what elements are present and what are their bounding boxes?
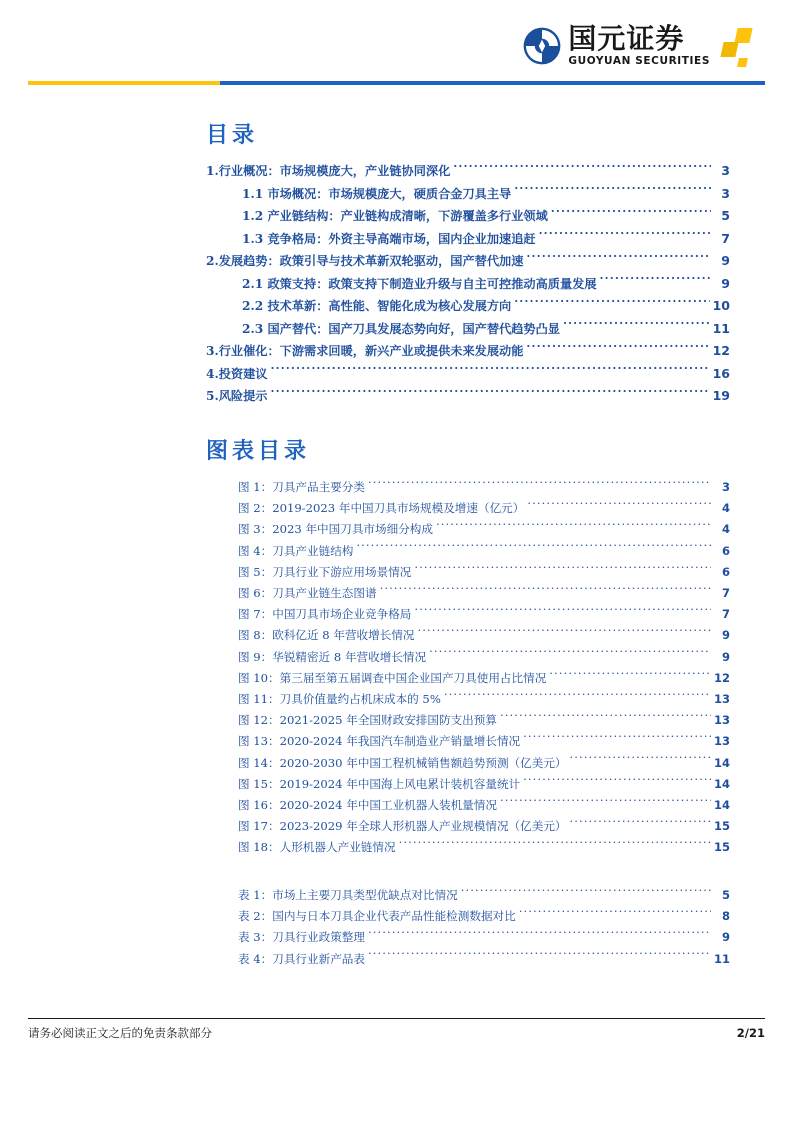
toc-entry-page: 19 bbox=[712, 388, 730, 403]
toc-entry-label: 2.2 技术革新：高性能、智能化成为核心发展方向 bbox=[242, 299, 512, 313]
toc-entry-label: 3.行业催化：下游需求回暖，新兴产业或提供未来发展动能 bbox=[206, 344, 524, 358]
toc-entry-page: 11 bbox=[712, 320, 730, 336]
figure-entry-page: 14 bbox=[713, 755, 730, 770]
table-entry[interactable] bbox=[206, 949, 730, 970]
figure-entry[interactable] bbox=[206, 689, 730, 710]
dot-leader bbox=[368, 479, 711, 491]
dot-leader bbox=[418, 627, 711, 639]
dot-leader bbox=[519, 908, 711, 920]
figure-entry-page: 6 bbox=[721, 543, 730, 558]
figure-entry[interactable] bbox=[206, 816, 730, 837]
table-entry-label: 表 1：市场上主要刀具类型优缺点对比情况 bbox=[238, 888, 458, 902]
figure-list-heading: 图表目录 bbox=[206, 438, 311, 464]
figure-entry-page: 9 bbox=[721, 628, 730, 643]
figure-entry-page: 13 bbox=[713, 713, 730, 728]
figure-entry[interactable] bbox=[206, 625, 730, 646]
figure-entry-page: 7 bbox=[721, 586, 730, 601]
figure-entry[interactable] bbox=[206, 710, 730, 731]
logo-square-mid bbox=[720, 42, 738, 57]
figure-entry-page: 14 bbox=[713, 798, 730, 813]
figure-entry[interactable] bbox=[206, 753, 730, 774]
figure-entry-page: 3 bbox=[721, 480, 730, 494]
dot-leader bbox=[526, 253, 711, 265]
toc-entry[interactable] bbox=[206, 250, 730, 273]
page-header bbox=[0, 0, 793, 92]
page-footer bbox=[28, 1025, 765, 1041]
figure-list bbox=[206, 477, 730, 859]
figure-entry-label: 图 6：刀具产业链生态图谱 bbox=[238, 586, 377, 601]
figure-entry[interactable] bbox=[206, 731, 730, 752]
figure-entry-label: 图 5：刀具行业下游应用场景情况 bbox=[238, 564, 412, 579]
figure-entry-label: 图 17：2023-2029 年全球人形机器人产业规模情况（亿美元） bbox=[238, 819, 567, 834]
dot-leader bbox=[549, 670, 711, 682]
figure-entry-label: 图 10：第三届至第五届调查中国企业国产刀具使用占比情况 bbox=[238, 670, 547, 685]
toc-entry-label: 2.1 政策支持：政策支持下制造业升级与自主可控推动高质量发展 bbox=[242, 276, 597, 291]
figure-entry-label: 图 9：华锐精密近 8 年营收增长情况 bbox=[238, 649, 427, 664]
figure-entry[interactable] bbox=[206, 583, 730, 604]
toc-entry-page: 7 bbox=[721, 230, 730, 246]
figure-entry-label: 图 12：2021-2025 年全国财政安排国防支出预算 bbox=[238, 713, 497, 728]
figure-entry-label: 图 11：刀具价值量约占机床成本的 5% bbox=[238, 692, 441, 707]
figure-entry-page: 13 bbox=[713, 734, 730, 749]
figure-entry[interactable] bbox=[206, 498, 730, 519]
toc-entry[interactable] bbox=[206, 363, 730, 386]
toc-entry[interactable] bbox=[206, 183, 730, 206]
toc-entry-page: 10 bbox=[712, 298, 730, 313]
toc-entry-label: 4.投资建议 bbox=[206, 366, 268, 381]
footer-disclaimer: 请务必阅读正文之后的免责条款部分 bbox=[28, 1026, 212, 1040]
footer-divider bbox=[28, 1018, 765, 1019]
header-divider-accent bbox=[28, 81, 220, 85]
dot-leader bbox=[414, 564, 711, 576]
dot-leader bbox=[570, 818, 711, 830]
figure-entry-page: 15 bbox=[713, 819, 730, 834]
dot-leader bbox=[514, 298, 709, 310]
figure-entry[interactable] bbox=[206, 604, 730, 625]
figure-entry-page: 4 bbox=[721, 501, 730, 516]
toc-entry-label: 1.3 竞争格局：外资主导高端市场，国内企业加速追赶 bbox=[242, 231, 536, 246]
brand-name-en: GUOYUAN SECURITIES bbox=[568, 55, 710, 67]
toc-entry-page: 3 bbox=[721, 163, 730, 178]
dot-leader bbox=[500, 797, 711, 809]
figure-entry[interactable] bbox=[206, 837, 730, 858]
table-list bbox=[206, 885, 730, 970]
toc-entry-label: 1.2 产业链结构：产业链构成清晰，下游覆盖多行业领域 bbox=[242, 209, 548, 223]
toc-entry-page: 9 bbox=[721, 253, 730, 268]
figure-entry-label: 图 13：2020-2024 年我国汽车制造业产销量增长情况 bbox=[238, 734, 521, 749]
toc-entry[interactable] bbox=[206, 205, 730, 228]
table-entry-page: 5 bbox=[721, 888, 730, 902]
figure-entry[interactable] bbox=[206, 774, 730, 795]
logo-square-large bbox=[734, 28, 752, 43]
toc-entry[interactable] bbox=[206, 273, 730, 296]
figure-entry-label: 图 7：中国刀具市场企业竞争格局 bbox=[238, 607, 412, 622]
figure-entry[interactable] bbox=[206, 647, 730, 668]
toc-entry-page: 12 bbox=[712, 343, 730, 358]
dot-leader bbox=[436, 521, 711, 533]
brand-logo bbox=[522, 24, 751, 76]
dot-leader bbox=[461, 887, 711, 899]
header-divider-brand bbox=[220, 81, 765, 85]
brand-wordmark bbox=[568, 24, 710, 68]
dot-leader bbox=[399, 839, 711, 851]
table-entry[interactable] bbox=[206, 885, 730, 906]
figure-entry-page: 9 bbox=[721, 649, 730, 664]
dot-leader bbox=[523, 776, 711, 788]
toc-entry-label: 1.1 市场概况：市场规模庞大，硬质合金刀具主导 bbox=[242, 186, 512, 201]
brand-name-cn: 国元证券 bbox=[568, 22, 685, 55]
figure-entry[interactable] bbox=[206, 562, 730, 583]
dot-leader bbox=[368, 929, 711, 941]
toc-list bbox=[206, 160, 730, 408]
table-entry-label: 表 4：刀具行业新产品表 bbox=[238, 951, 365, 966]
figure-entry-label: 图 18：人形机器人产业链情况 bbox=[238, 840, 396, 855]
dot-leader bbox=[514, 186, 711, 198]
toc-entry-label: 5.风险提示 bbox=[206, 389, 268, 403]
table-entry-label: 表 2：国内与日本刀具企业代表产品性能检测数据对比 bbox=[238, 909, 516, 924]
dot-leader bbox=[539, 231, 711, 243]
toc-entry-page: 16 bbox=[712, 365, 730, 381]
toc-entry[interactable] bbox=[206, 295, 730, 318]
toc-entry-page: 3 bbox=[721, 185, 730, 201]
guoyuan-circle-logo-icon bbox=[522, 26, 562, 66]
toc-entry[interactable] bbox=[206, 340, 730, 363]
figure-entry-page: 7 bbox=[721, 607, 730, 622]
figure-entry-page: 12 bbox=[713, 670, 730, 685]
figure-entry[interactable] bbox=[206, 519, 730, 540]
dot-leader bbox=[527, 500, 711, 512]
figure-entry-label: 图 16：2020-2024 年中国工业机器人装机量情况 bbox=[238, 798, 497, 813]
toc-entry-page: 5 bbox=[721, 208, 730, 223]
dot-leader bbox=[523, 733, 711, 745]
figure-entry[interactable] bbox=[206, 477, 730, 498]
toc-entry-label: 2.发展趋势：政策引导与技术革新双轮驱动，国产替代加速 bbox=[206, 254, 524, 268]
dot-leader bbox=[429, 649, 711, 661]
dot-leader bbox=[380, 585, 711, 597]
dot-leader bbox=[414, 606, 711, 618]
dot-leader bbox=[270, 366, 709, 378]
figure-entry[interactable] bbox=[206, 541, 730, 562]
table-entry[interactable] bbox=[206, 906, 730, 927]
dot-leader bbox=[600, 276, 711, 288]
figure-entry-label: 图 4：刀具产业链结构 bbox=[238, 543, 354, 558]
dot-leader bbox=[368, 951, 711, 963]
figure-entry-label: 图 15：2019-2024 年中国海上风电累计装机容量统计 bbox=[238, 776, 521, 791]
logo-squares-icon bbox=[715, 28, 751, 70]
toc-heading: 目录 bbox=[206, 122, 259, 148]
toc-entry[interactable] bbox=[206, 318, 730, 341]
table-entry-page: 9 bbox=[721, 930, 730, 945]
toc-entry[interactable] bbox=[206, 385, 730, 408]
figure-entry-page: 15 bbox=[713, 840, 730, 855]
figure-entry[interactable] bbox=[206, 668, 730, 689]
figure-entry-label: 图 14：2020-2030 年中国工程机械销售额趋势预测（亿美元） bbox=[238, 755, 567, 770]
toc-entry-label: 1.行业概况：市场规模庞大，产业链协同深化 bbox=[206, 164, 451, 178]
figure-entry-label: 图 3：2023 年中国刀具市场细分构成 bbox=[238, 522, 433, 537]
footer-page-number: 2/21 bbox=[736, 1026, 765, 1040]
table-entry-page: 8 bbox=[721, 909, 730, 924]
toc-entry[interactable] bbox=[206, 160, 730, 183]
dot-leader bbox=[526, 343, 709, 355]
toc-entry[interactable] bbox=[206, 228, 730, 251]
figure-entry-page: 4 bbox=[721, 522, 730, 537]
figure-entry-page: 13 bbox=[713, 692, 730, 707]
table-entry[interactable] bbox=[206, 927, 730, 948]
dot-leader bbox=[551, 208, 711, 220]
figure-entry-page: 14 bbox=[713, 776, 730, 791]
figure-entry-page: 6 bbox=[721, 564, 730, 579]
figure-entry[interactable] bbox=[206, 795, 730, 816]
toc-entry-page: 9 bbox=[721, 275, 730, 291]
logo-square-small bbox=[737, 58, 748, 67]
dot-leader bbox=[453, 163, 711, 175]
dot-leader bbox=[570, 755, 711, 767]
figure-entry-label: 图 8：欧科亿近 8 年营收增长情况 bbox=[238, 628, 415, 643]
figure-entry-label: 图 2：2019-2023 年中国刀具市场规模及增速（亿元） bbox=[238, 501, 525, 516]
dot-leader bbox=[444, 691, 711, 703]
dot-leader bbox=[500, 712, 711, 724]
dot-leader bbox=[563, 321, 710, 333]
dot-leader bbox=[356, 543, 711, 555]
header-divider bbox=[0, 81, 793, 85]
table-entry-page: 11 bbox=[713, 951, 730, 966]
table-entry-label: 表 3：刀具行业政策整理 bbox=[238, 930, 365, 945]
figure-entry-label: 图 1：刀具产品主要分类 bbox=[238, 480, 365, 494]
toc-entry-label: 2.3 国产替代：国产刀具发展态势向好，国产替代趋势凸显 bbox=[242, 321, 560, 336]
dot-leader bbox=[270, 388, 709, 400]
